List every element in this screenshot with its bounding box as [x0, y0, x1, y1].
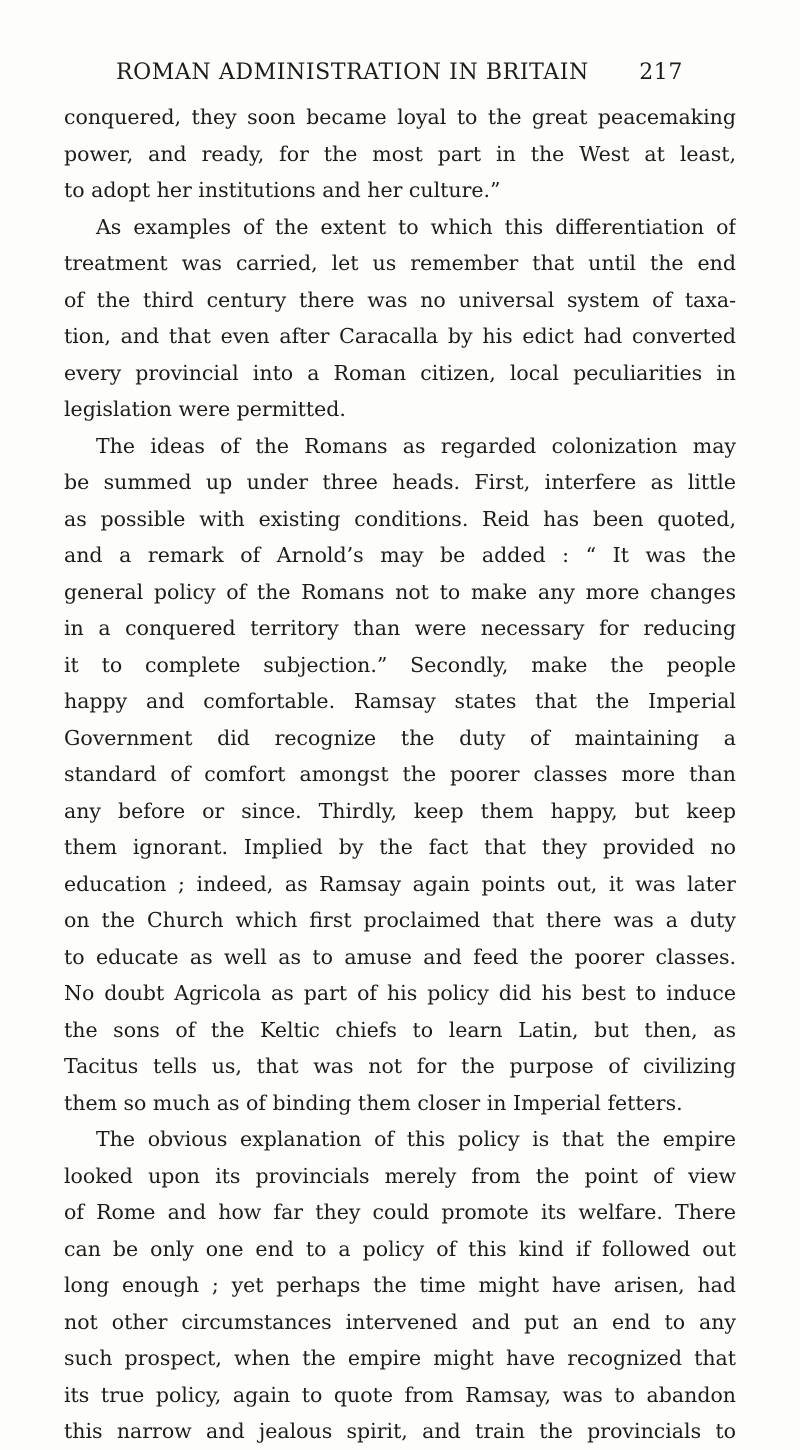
text-line: happy and comfortable. Ramsay states that the Imperial	[64, 689, 736, 713]
text-line: as possible with existing conditions. Reid has been quoted,	[64, 506, 736, 531]
text-line: every provincial into a Roman citizen, local peculiarities in	[64, 360, 736, 385]
text-line: it to complete subjection.” Secondly, make the people	[64, 652, 736, 677]
body-text	[64, 99, 736, 1450]
text-line: The ideas of the Romans as regarded colonization may	[96, 433, 736, 458]
running-head	[116, 60, 683, 96]
text-line: tion, and that even after Caracalla by his edict had converted	[64, 324, 736, 348]
text-line: them so much as of binding them closer in Imperial fetters.	[64, 1090, 683, 1115]
text-line: any before or since. Thirdly, keep them happy, but keep	[64, 798, 736, 823]
text-line: No doubt Agricola as part of his policy did his best to induce	[64, 981, 736, 1005]
text-line: and a remark of Arnold’s may be added : “ It was the	[64, 543, 736, 567]
text-line: can be only one end to a policy of this kind if followed out	[64, 1236, 736, 1261]
text-line: Government did recognize the duty of maintaining a	[64, 725, 736, 750]
text-line: general policy of the Romans not to make any more changes	[64, 579, 736, 604]
text-line: this narrow and jealous spirit, and train the provincials to	[64, 1419, 736, 1443]
text-line: the sons of the Keltic chiefs to learn Latin, but then, as	[64, 1017, 736, 1042]
text-line: of the third century there was no universal system of taxa-	[64, 287, 736, 312]
text-line: them ignorant. Implied by the fact that they provided no	[64, 835, 736, 859]
text-line: in a conquered territory than were necessary for reducing	[64, 616, 736, 640]
text-line: long enough ; yet perhaps the time might have arisen, had	[64, 1273, 736, 1297]
text-line: looked upon its provincials merely from the point of view	[64, 1163, 736, 1188]
text-line: legislation were permitted.	[64, 397, 346, 421]
text-line: not other circumstances intervened and put an end to any	[64, 1309, 736, 1334]
text-line: its true policy, again to quote from Ramsay, was to abandon	[64, 1382, 736, 1407]
text-line: such prospect, when the empire might have recognized that	[64, 1346, 736, 1370]
text-line: The obvious explanation of this policy is that the empire	[96, 1127, 736, 1151]
text-line: education ; indeed, as Ramsay again points out, it was later	[64, 871, 736, 896]
text-line: conquered, they soon became loyal to the great peacemaking	[64, 105, 736, 129]
text-line: on the Church which first proclaimed that there was a duty	[64, 908, 736, 932]
text-line: be summed up under three heads. First, interfere as little	[64, 470, 736, 494]
running-head-title: ROMAN ADMINISTRATION IN BRITAIN	[116, 60, 589, 85]
text-line: power, and ready, for the most part in the West at least,	[64, 141, 736, 166]
text-line: to adopt her institutions and her culture.”	[64, 178, 501, 202]
text-line: to educate as well as to amuse and feed the poorer classes.	[64, 944, 736, 969]
page-number: 217	[639, 60, 683, 85]
text-line: As examples of the extent to which this differentiation of	[96, 214, 736, 239]
text-line: of Rome and how far they could promote its welfare. There	[64, 1200, 736, 1224]
text-line: standard of comfort amongst the poorer classes more than	[64, 762, 736, 786]
text-line: treatment was carried, let us remember that until the end	[64, 251, 736, 275]
text-line: Tacitus tells us, that was not for the purpose of civilizing	[64, 1054, 736, 1078]
